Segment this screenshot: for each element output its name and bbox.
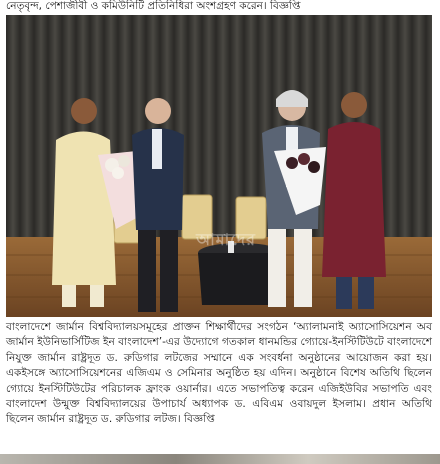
next-photo-edge [0, 454, 440, 464]
event-photo-illustration [6, 15, 432, 317]
news-photo [6, 15, 432, 317]
previous-caption-tail: নেতৃবৃন্দ, পেশাজীবী ও কমিউনিটি প্রতিনিধিরা অংশগ্রহণ করেন। বিজ্ঞপ্তি [6, 0, 301, 12]
article-body [6, 320, 432, 428]
photo-watermark: আমাদের [196, 230, 256, 249]
article-paragraph: বাংলাদেশে জার্মান বিশ্ববিদ্যালয়সমূহের প্রাক্তন শিক্ষার্থীদের সংগঠন ‘অ্যালামনাই অ্যাসোসিয়েশন অব জার্মান ইউনিভার্সিটিজ ইন বাংলাদেশ’-এর উদ্যোগে গতকাল ধানমন্ডির গ্যোয়ে-ইনস্টিটিউটে বাংলাদেশে নিযুক্ত জার্মান রাষ্ট্রদূত ড. রুডিগার লটজের সম্মানে এক সংবর্ধনা অনুষ্ঠানের আয়োজন করা হয়। একইসঙ্গে অ্যাসোসিয়েশনের এজিএম ও সেমিনার অনুষ্ঠিত হয় এদিন। অনুষ্ঠানে বিশেষ অতিথি ছিলেন গ্যোয়ে ইনস্টিটিউটের পরিচালক ফ্রাংক ওয়ার্নার। এতে সভাপতিত্ব করেন এজিইউবির সভাপতি এবং বাংলাদেশ উন্মুক্ত বিশ্ববিদ্যালয়ের উপাচার্য অধ্যাপক ড. এবিএম ওবায়দুল ইসলাম। প্রধান অতিথি ছিলেন জার্মান রাষ্ট্রদূত ড. রুডিগার লটজ। বিজ্ঞপ্তি [6, 321, 432, 426]
